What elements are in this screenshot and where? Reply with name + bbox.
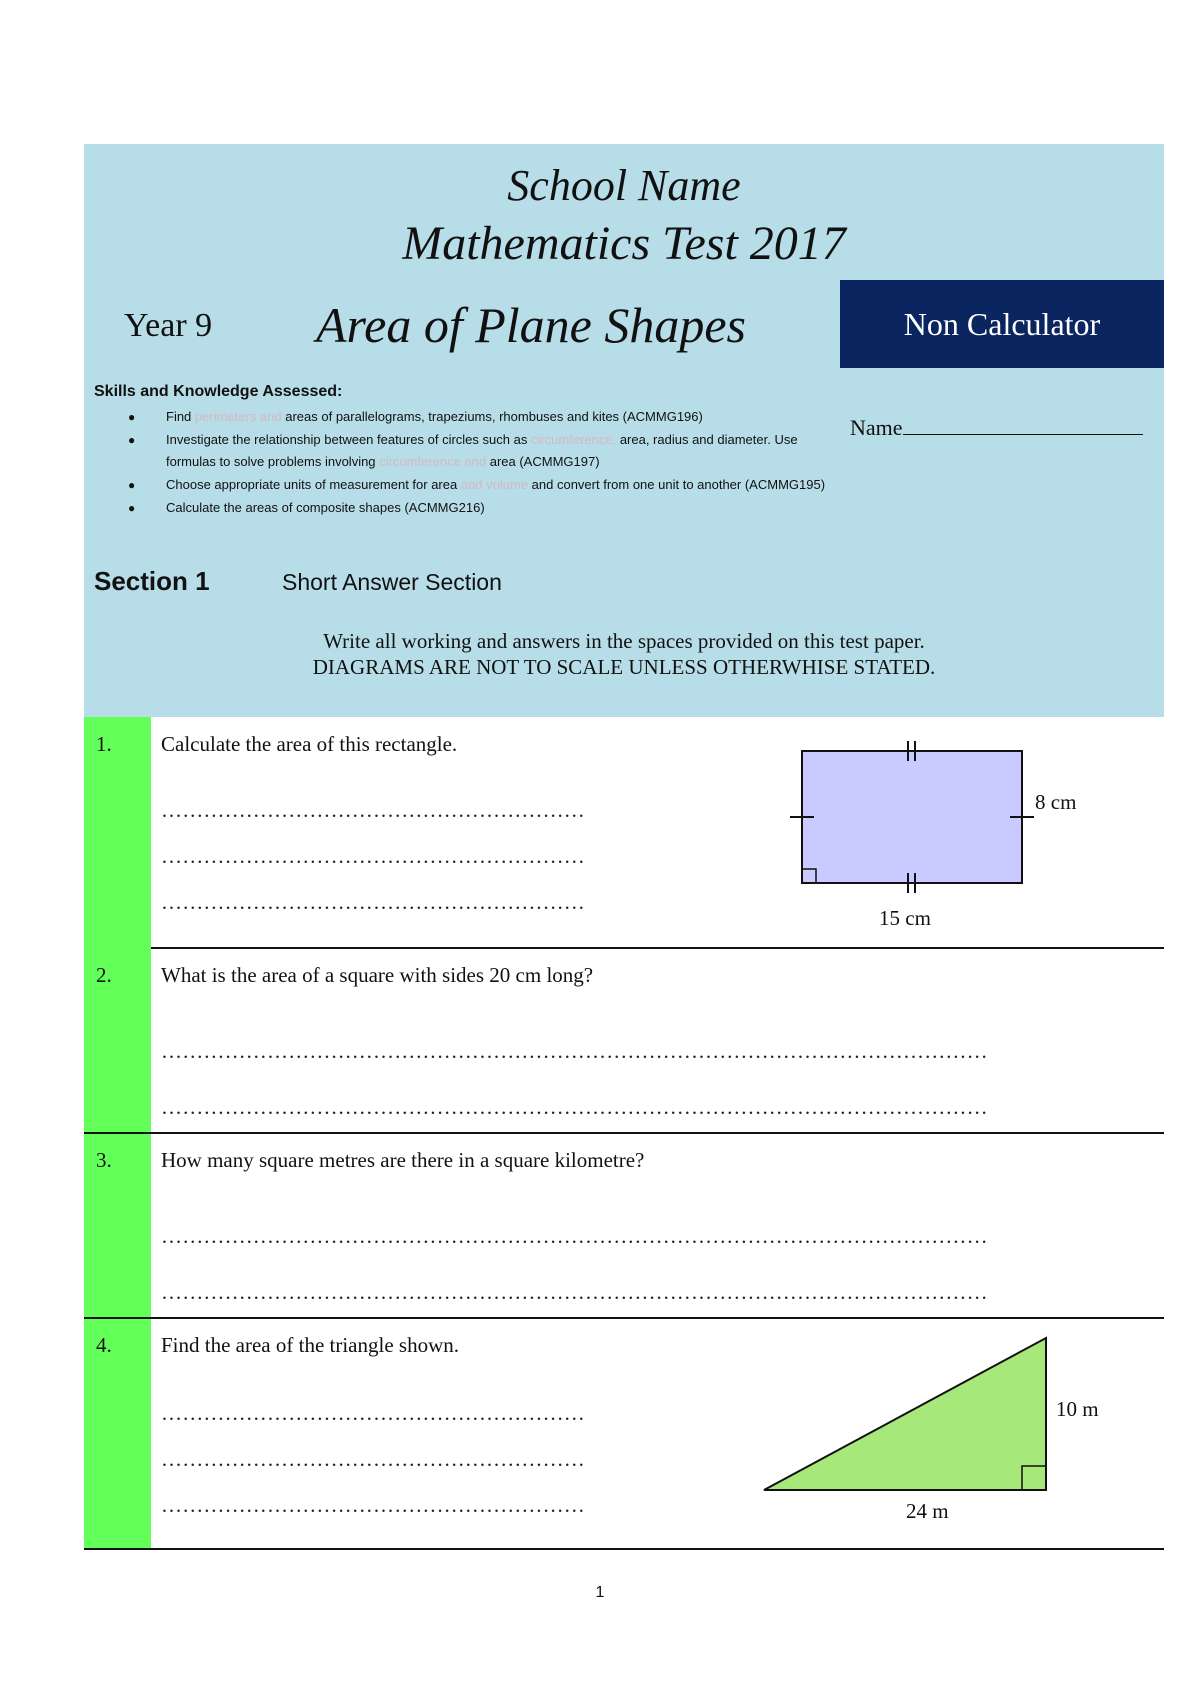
skill-item: ● Calculate the areas of composite shapes (ACMMG216) [128, 497, 848, 519]
skill-item: ● Choose appropriate units of measurement for area and volume and convert from one unit to another (ACMMG195) [128, 474, 848, 496]
answer-line[interactable]: …………………………………………………… [161, 891, 585, 913]
triangle-shape [764, 1338, 1046, 1490]
skills-title: Skills and Knowledge Assessed: [94, 383, 343, 400]
answer-line[interactable]: ……………………………………………………………………………………………………… [161, 1040, 988, 1062]
question-2 [84, 948, 1164, 1132]
bullet-icon: ● [128, 433, 136, 447]
topic-title: Area of Plane Shapes [316, 297, 747, 353]
non-calculator-badge: Non Calculator [840, 280, 1164, 368]
instruction-line-1: Write all working and answers in the spaces provided on this test paper. [323, 629, 925, 653]
question-text: How many square metres are there in a square kilometre? [161, 1148, 645, 1172]
name-underline[interactable] [903, 412, 1143, 435]
answer-line[interactable]: ……………………………………………………………………………………………………… [161, 1096, 988, 1118]
bullet-icon: ● [128, 478, 136, 492]
triangle-diagram [754, 1332, 1164, 1542]
year-level: Year 9 [124, 307, 213, 344]
triangle-height-label: 10 m [1056, 1397, 1099, 1421]
rectangle-height-label: 8 cm [1035, 790, 1077, 814]
header-panel [84, 144, 1164, 717]
name-label: Name [850, 415, 903, 440]
name-field[interactable] [850, 412, 1143, 442]
instruction-line-2: DIAGRAMS ARE NOT TO SCALE UNLESS OTHERWHISE STATED. [312, 655, 936, 679]
triangle-base-label: 24 m [906, 1499, 949, 1523]
section-label: Section 1 [94, 566, 210, 596]
bullet-icon: ● [128, 501, 136, 515]
school-name: School Name [507, 161, 741, 210]
answer-line[interactable]: ……………………………………………………………………………………………………… [161, 1225, 988, 1247]
test-title: Mathematics Test 2017 [402, 217, 846, 270]
question-4 [84, 1318, 1164, 1548]
section-name: Short Answer Section [282, 569, 502, 595]
page-number: 1 [595, 1584, 605, 1601]
answer-line[interactable]: ……………………………………………………………………………………………………… [161, 1281, 988, 1303]
answer-line[interactable]: …………………………………………………… [161, 1402, 585, 1424]
skills-list [128, 406, 848, 520]
skill-item: ● Investigate the relationship between features of circles such as circumference, area, radius and diameter. Use formulas to solve problems involving circumference and area (ACMMG197) [128, 429, 848, 473]
question-text: Find the area of the triangle shown. [161, 1333, 459, 1357]
question-1 [84, 717, 1164, 947]
skill-item: ● Find perimeters and areas of parallelograms, trapeziums, rhombuses and kites (ACMMG196) [128, 406, 848, 428]
answer-line[interactable]: …………………………………………………… [161, 845, 585, 867]
rectangle-width-label: 15 cm [879, 906, 931, 930]
answer-line[interactable]: …………………………………………………… [161, 1448, 585, 1470]
question-number: 4. [96, 1333, 112, 1357]
rectangle-shape [802, 751, 1022, 883]
answer-line[interactable]: …………………………………………………… [161, 799, 585, 821]
question-3 [84, 1133, 1164, 1317]
rectangle-diagram [784, 737, 1164, 947]
question-text: What is the area of a square with sides 20 cm long? [161, 963, 594, 987]
answer-line[interactable]: …………………………………………………… [161, 1494, 585, 1516]
question-divider [84, 1548, 1164, 1550]
question-number: 1. [96, 732, 112, 756]
question-number: 2. [96, 963, 112, 987]
question-text: Calculate the area of this rectangle. [161, 732, 458, 756]
bullet-icon: ● [128, 410, 136, 424]
question-number: 3. [96, 1148, 112, 1172]
